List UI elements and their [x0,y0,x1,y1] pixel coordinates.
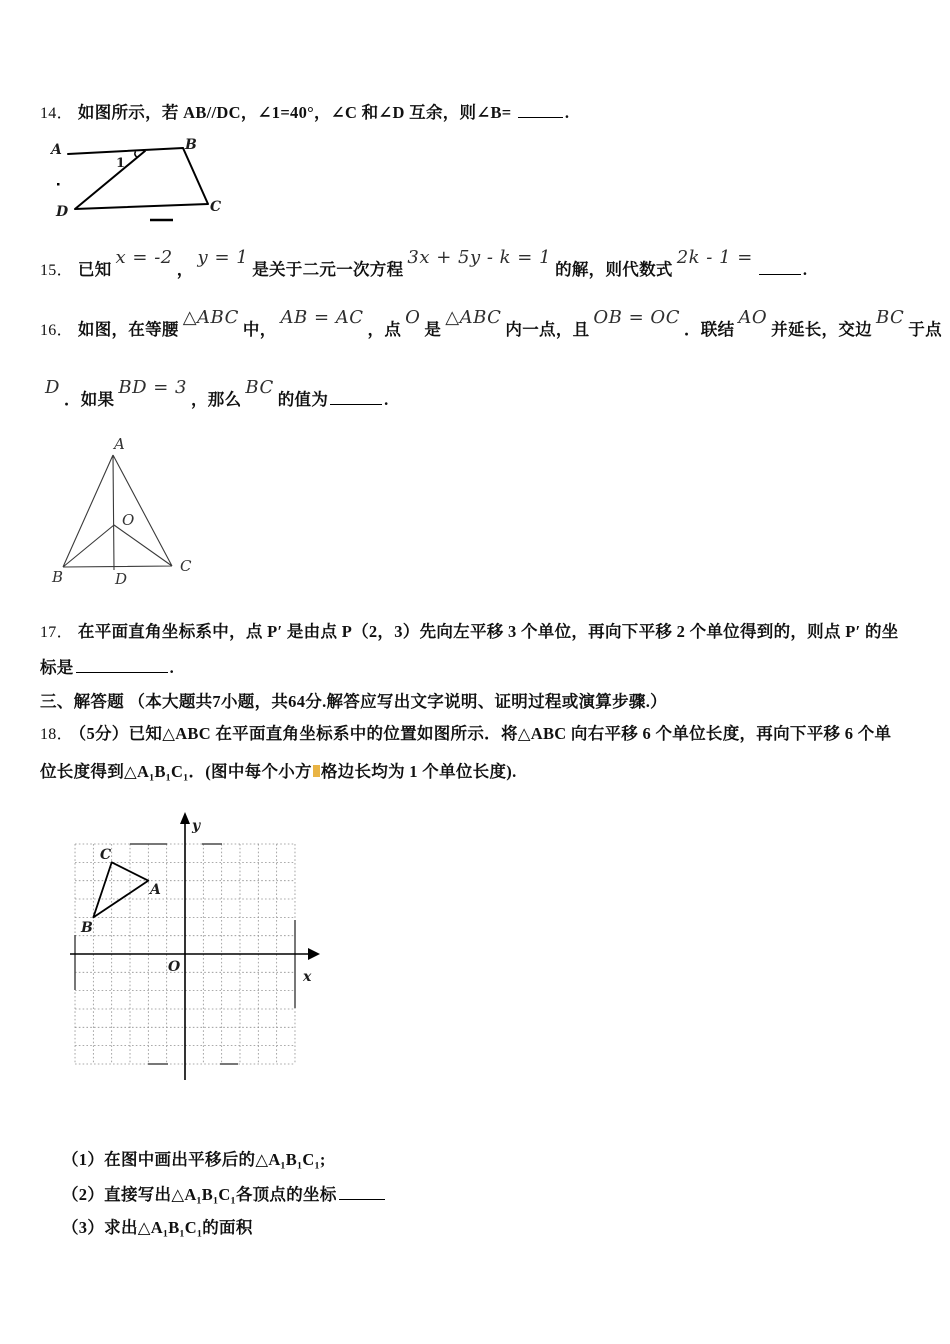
q16-math-bc-1: BC [875,307,905,328]
q18-text-2b: 格边长均为 1 个单位长度). [320,762,517,781]
q15-math-y: y = 1 [197,247,249,268]
q15-comma: ， [176,260,194,279]
triangle-abc [93,862,148,917]
y-axis-arrow-icon [180,812,190,824]
question-16-line1 [40,307,942,340]
q15-period: . [802,260,808,279]
q18-number: 18． [40,726,73,743]
q17-number: 17． [40,624,73,641]
q18-sub1-text: （1）在图中画出平移后的△A₁B₁C₁; [62,1150,326,1169]
x-axis-arrow-icon [308,948,320,960]
q16-math-ab-ac: AB = AC [280,307,364,328]
q16-text-7: 并延长，交边 [771,320,872,339]
grid-vertex-label-a: A [150,882,161,898]
q18-text-2a: 位长度得到△A₁B₁C₁．(图中每个小方 [40,762,312,781]
q16-period: . [384,390,389,409]
q16-text-1: 如图，在等腰 [77,320,179,339]
q16-math-triangle-abc-2: △ABC [445,307,502,328]
q14-text: 如图所示，若 AB//DC，∠1=40°，∠C 和∠D 互余，则∠B= [77,103,516,122]
q16-text-11: 的值为 [277,390,329,409]
q16-answer-blank [330,401,382,405]
q16-math-triangle-abc-1: △ABC [182,307,239,328]
q15-text-2: 是关于二元一次方程 [252,260,404,279]
q16-label-o: O [122,511,135,529]
question-17-line2 [40,654,174,678]
q16-math-ao: AO [738,307,768,328]
q16-math-bc-2: BC [245,377,274,398]
q15-math-expression: 2k - 1 = [676,247,753,268]
q14-angle-1-label: 1 [116,156,126,171]
question-18-line1 [40,720,891,744]
q17-answer-blank [76,669,168,673]
section-3-title: 三、解答题 （本大题共7小题，共64分.解答应写出文字说明、证明过程或演算步骤.） [40,692,667,711]
q17-period: . [169,658,175,677]
q16-math-d: D [45,377,60,398]
q16-text-3: ，点 [367,320,402,339]
grid-vertex-label-b: B [81,920,93,936]
question-17-line1 [40,618,899,642]
q15-text-1: 已知 [77,260,112,279]
q18-sub2-text: （2）直接写出△A₁B₁C₁各顶点的坐标 [62,1185,337,1204]
q16-math-o: O [405,307,421,328]
q14-figure-lines [68,148,208,209]
q16-label-a: A [114,435,125,453]
q14-number: 14． [40,105,73,122]
q17-text-1: 在平面直角坐标系中，点 P′ 是由点 P（2，3）先向左平移 3 个单位，再向下平移 2 个单位得到的，则点 P′ 的坐 [77,622,899,641]
q17-text-2: 标是 [40,658,74,677]
q15-text-3: 的解，则代数式 [555,260,673,279]
question-15-line [40,247,808,280]
q18-subquestion-2 [62,1181,387,1205]
q15-math-equation: 3x + 5y - k = 1 [407,247,552,268]
q15-answer-blank [759,271,801,275]
origin-label: O [168,959,181,975]
x-axis-label: x [303,969,312,985]
q16-figure [30,435,220,605]
q18-text-1: （5分）已知△ABC 在平面直角坐标系中的位置如图所示．将△ABC 向右平移 6 个单位长度，再向下平移 6 个单 [77,724,892,743]
q14-label-d: D [56,204,69,220]
q16-label-b: B [52,568,64,586]
q16-text-2: 中， [242,320,277,339]
q14-angle-arc [135,152,138,158]
q18-subquestion-3 [62,1214,253,1238]
q14-stray-dot [57,183,60,186]
y-axis-label: y [192,818,201,834]
q16-text-6: ．联结 [683,320,735,339]
q18-sub3-text: （3）求出△A₁B₁C₁的面积 [62,1218,253,1237]
grid-vertex-label-c: C [100,847,112,863]
q16-text-5: 内一点，且 [505,320,590,339]
q18-subquestion-1 [62,1146,326,1170]
q16-figure-lines [63,455,172,570]
q16-text-8: 于点 [908,320,942,339]
q16-text-10: ，那么 [190,390,242,409]
q16-math-ob-oc: OB = OC [593,307,680,328]
section-3-header [40,688,667,712]
q16-label-c: C [180,557,192,575]
q14-period: . [564,103,570,122]
question-16-line2 [45,377,389,410]
q16-text-4: 是 [424,320,442,339]
question-18-line2 [40,758,517,782]
q14-label-b: B [185,137,197,153]
q15-number: 15． [40,262,73,279]
q16-text-9: ．如果 [63,390,115,409]
q14-label-a: A [51,142,62,158]
q14-label-c: C [210,199,222,215]
q14-answer-blank [518,114,563,118]
q18-sub2-answer-blank [339,1196,385,1200]
question-14-line [40,99,569,123]
q14-figure [50,136,240,231]
q16-number: 16． [40,322,73,339]
q18-grid-figure [60,808,330,1093]
q15-math-x: x = -2 [115,247,173,268]
q18-yellow-highlight-mark [313,765,320,777]
q16-math-bd-3: BD = 3 [118,377,187,398]
q16-label-d: D [115,570,128,588]
